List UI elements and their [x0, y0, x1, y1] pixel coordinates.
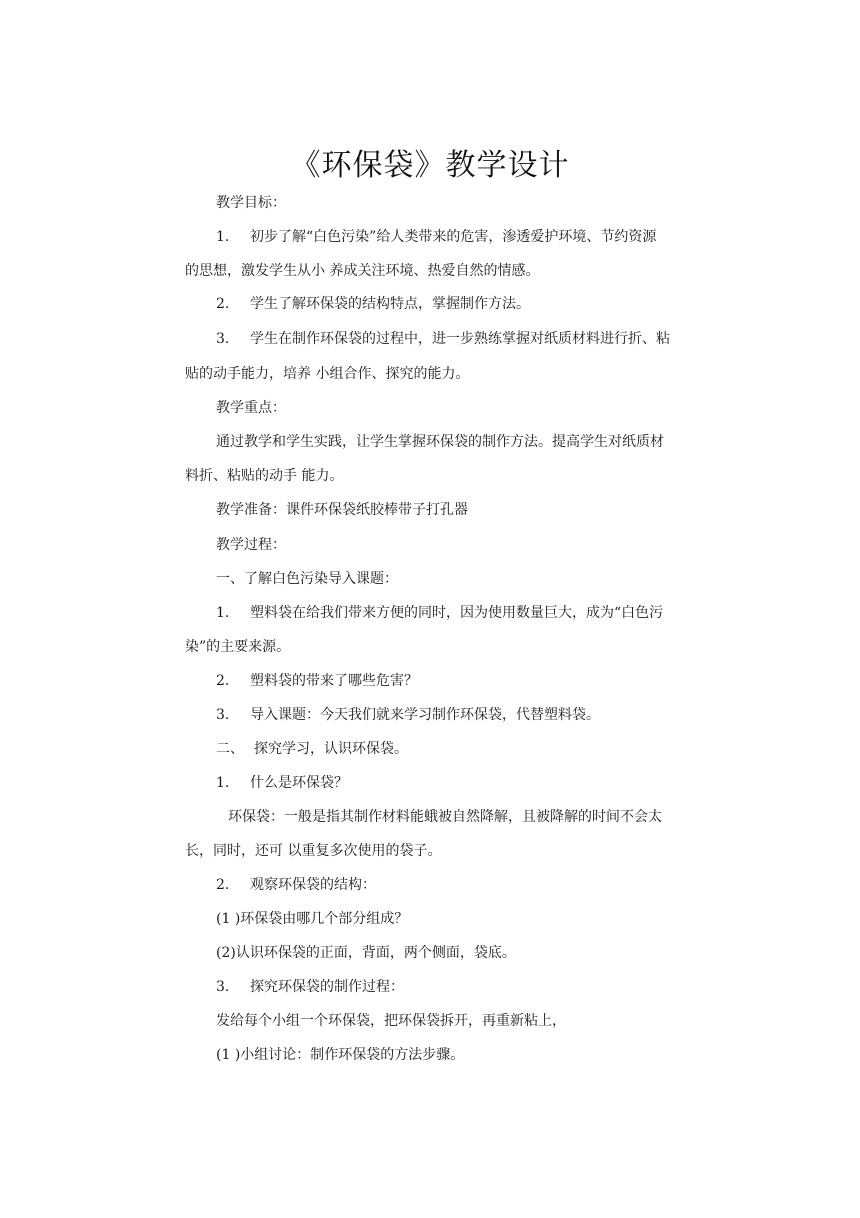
- line-text: 教学过程：: [216, 537, 286, 553]
- text-line: [185, 364, 469, 384]
- line-text: 学生在制作环保袋的过程中，进一步熟练掌握对纸质材料进行折、粘: [250, 331, 670, 347]
- text-line: [216, 398, 286, 418]
- text-line: [216, 1045, 464, 1065]
- text-line: [216, 569, 398, 589]
- line-text: (1 )小组讨论：制作环保袋的方法步骤。: [216, 1047, 465, 1063]
- line-number: 2.: [216, 673, 230, 689]
- text-line: [216, 773, 348, 793]
- line-text: 探究学习，认识环保袋。: [254, 741, 408, 757]
- line-text: 环保袋：一般是指其制作材料能蛾被自然降解，且被降解的时间不会太: [228, 809, 662, 825]
- line-text: (2)认识环保袋的正面，背面，两个侧面，袋底。: [216, 945, 516, 961]
- line-text: 通过教学和学生实践，让学生掌握环保袋的制作方法。提高学生对纸质材: [216, 434, 664, 450]
- line-text: 教学目标：: [216, 195, 286, 211]
- text-line: [216, 193, 286, 213]
- text-line: [185, 637, 290, 657]
- line-text: 发给每个小组一个环保袋，把环保袋拆开，再重新粘上，: [216, 1013, 566, 1029]
- document-title: 《环保袋》教学设计: [290, 148, 570, 183]
- line-number: 3.: [216, 707, 230, 723]
- text-line: [216, 671, 418, 691]
- text-line: [228, 807, 662, 827]
- line-text: 料折、粘贴的动手 能力。: [185, 468, 344, 484]
- line-text: 教学准备：课件环保袋纸胶棒带子打孔器: [216, 502, 468, 518]
- line-text: 长，同时，还可 以重复多次使用的袋子。: [185, 843, 442, 859]
- line-text: 探究环保袋的制作过程：: [250, 979, 404, 995]
- text-line: [216, 432, 664, 452]
- line-number: 二、: [216, 741, 244, 757]
- line-text: 染”的主要来源。: [185, 639, 291, 655]
- line-text: 初步了解“白色污染”给人类带来的危害，渗透爱护环境、节约资源: [250, 229, 657, 245]
- line-number: 3.: [216, 979, 230, 995]
- line-text: 教学重点：: [216, 400, 286, 416]
- line-text: 学生了解环保袋的结构特点，掌握制作方法。: [250, 296, 530, 312]
- text-line: [216, 909, 408, 929]
- text-line: [216, 705, 600, 725]
- text-line: [216, 329, 670, 349]
- text-line: [185, 466, 343, 486]
- line-number: 2.: [216, 296, 230, 312]
- text-line: [216, 227, 656, 247]
- line-text: 观察环保袋的结构：: [250, 877, 376, 893]
- line-text: 一、了解白色污染导入课题：: [216, 571, 398, 587]
- text-line: [185, 261, 539, 281]
- text-line: [216, 294, 530, 314]
- line-text: 贴的动手能力，培养 小组合作、探究的能力。: [185, 366, 470, 382]
- text-line: [216, 1011, 566, 1031]
- line-text: 塑料袋在给我们带来方便的同时，因为使用数量巨大，成为“白色污: [250, 605, 664, 621]
- line-number: 1.: [216, 229, 230, 245]
- text-line: [185, 841, 441, 861]
- line-number: 3.: [216, 331, 230, 347]
- line-text: 什么是环保袋？: [250, 775, 348, 791]
- text-line: [216, 875, 376, 895]
- line-text: (1 )环保袋由哪几个部分组成？: [216, 911, 409, 927]
- line-number: 1.: [216, 775, 230, 791]
- text-line: [216, 535, 286, 555]
- line-number: 1.: [216, 605, 230, 621]
- text-line: [216, 603, 663, 623]
- line-text: 塑料袋的带来了哪些危害？: [250, 673, 418, 689]
- text-line: [216, 739, 408, 759]
- line-text: 导入课题：今天我们就来学习制作环保袋，代替塑料袋。: [250, 707, 600, 723]
- line-number: 2.: [216, 877, 230, 893]
- line-text: 的思想，激发学生从小 养成关注环境、热爱自然的情感。: [185, 263, 540, 279]
- text-line: [216, 977, 404, 997]
- text-line: [216, 500, 468, 520]
- text-line: [216, 943, 516, 963]
